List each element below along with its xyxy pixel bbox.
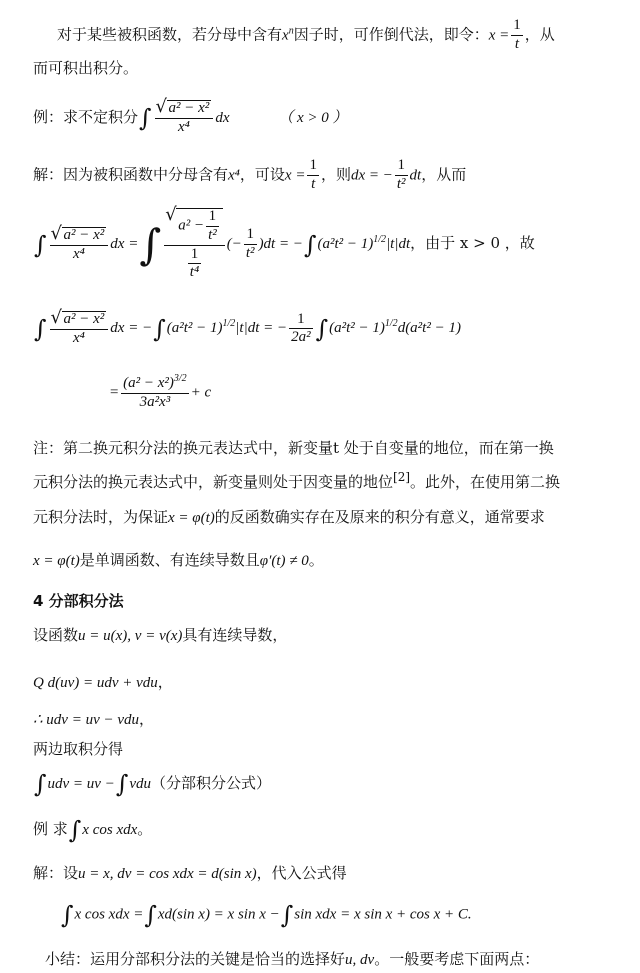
fraction — [188, 247, 201, 282]
note-line1 — [33, 441, 554, 456]
fraction — [155, 100, 214, 136]
example-1 — [33, 100, 348, 136]
math: d(a²t² − 1) — [397, 320, 461, 337]
sqrt: √ a² − x² — [62, 227, 107, 244]
text: 元积分法的换元表达式中，新变量则处于因变量的地位 — [33, 473, 394, 491]
math: x cos xdx — [82, 822, 138, 838]
num: 1 — [307, 158, 319, 176]
exponent: 3/2 — [173, 373, 187, 384]
math: dx = − — [350, 167, 393, 184]
equation-4 — [60, 903, 472, 927]
den: x⁴ — [72, 245, 85, 262]
math: dx = — [110, 235, 139, 252]
text: 的反函数确实存在及原来的积分有意义，通常要求 — [214, 508, 545, 526]
note-line2 — [33, 470, 561, 491]
solution-1 — [33, 158, 466, 193]
text: ， — [139, 710, 155, 728]
text: 是单调函数、有连续导数且 — [79, 551, 260, 569]
text: 。 — [308, 551, 324, 569]
math: (a²t² − 1) — [329, 320, 385, 337]
math: |t|dt — [386, 235, 411, 252]
equation-3 — [109, 373, 212, 411]
math-n: n — [288, 25, 294, 37]
text: ，从 — [524, 25, 555, 44]
text: 两边取积分得 — [33, 740, 124, 758]
integral-sign: ∫ — [153, 314, 166, 343]
math: xd(sin x) = x sin x − — [157, 906, 280, 923]
num: 1 — [511, 18, 523, 36]
math: = — [109, 384, 120, 401]
math: ∴ udv = uv − vdu — [33, 712, 140, 728]
parts-line3 — [33, 712, 154, 728]
math: (a²t² − 1) — [166, 320, 223, 337]
math: sin xdx = x sin x + cos x + C. — [294, 906, 472, 923]
parts-formula — [33, 772, 271, 796]
den: t — [514, 35, 520, 52]
num: 1 — [244, 227, 257, 245]
math: |t|dt = − — [235, 320, 288, 337]
integral-sign: ∫ — [315, 314, 329, 343]
text: 设函数 — [33, 626, 79, 644]
fraction — [50, 311, 109, 347]
sqrt: √ a² − x² — [167, 100, 212, 117]
fraction — [289, 312, 313, 347]
math: (a² − x²) — [123, 375, 174, 391]
text: （分部积分公式） — [151, 774, 272, 792]
note-line3 — [33, 510, 545, 526]
den: 2a² — [291, 329, 311, 346]
parts-line4 — [33, 742, 123, 757]
text: 因子时，可作倒代法，即令： — [293, 25, 489, 44]
den: 3a²x³ — [139, 393, 171, 410]
math: x = φ(t) — [168, 510, 215, 526]
fraction — [511, 18, 523, 53]
condition: （ x > 0 ） — [278, 109, 348, 126]
exponent: 1/2 — [373, 233, 387, 245]
num: 1 — [289, 312, 313, 330]
text: 例：求不定积分 — [33, 107, 139, 126]
den: x⁴ — [72, 329, 85, 346]
math: u = x, dv = cos xdx = d(sin x) — [78, 866, 257, 882]
text: 。此外，在使用第二换 — [410, 473, 561, 491]
math: udv = uv − — [47, 776, 115, 792]
math: dt — [409, 167, 422, 184]
fraction — [395, 158, 408, 193]
text: ，则 — [320, 165, 351, 184]
parts-line2 — [33, 675, 173, 691]
summary — [45, 952, 539, 968]
text: ，由于 x > 0 ，故 — [410, 233, 535, 252]
integral-sign: ∫ — [61, 901, 74, 929]
math: (a²t² − 1) — [317, 235, 374, 252]
text: 注：第二换元积分法的换元表达式中，新变量t 处于自变量的地位，而在第一换 — [33, 439, 554, 457]
fraction — [307, 158, 319, 193]
num: 1 — [188, 247, 201, 265]
integral-sign: ∫ — [280, 901, 294, 929]
fraction — [244, 227, 257, 262]
math: u, dv — [345, 952, 375, 968]
text: 对于某些被积函数，若分母中含有 — [57, 25, 283, 44]
fraction — [50, 227, 109, 263]
equation-1 — [33, 208, 535, 281]
text: ， — [157, 673, 173, 691]
integral-sign: ∫ — [303, 230, 317, 259]
para-inverse-substitution-line2 — [33, 61, 138, 76]
sqrt — [176, 208, 223, 244]
exponent: 1/2 — [222, 318, 236, 330]
den — [164, 246, 225, 282]
integral-sign: ∫ — [139, 219, 162, 269]
math: a² − — [178, 217, 205, 234]
num: 1 — [206, 209, 219, 227]
math: φ′(t) ≠ 0 — [259, 553, 309, 569]
text: 解：设 — [33, 864, 79, 882]
math: x⁴ — [228, 167, 240, 184]
num — [50, 227, 109, 246]
math: dx — [215, 109, 230, 126]
num — [121, 373, 189, 394]
integral-sign: ∫ — [139, 103, 152, 132]
fraction — [206, 209, 219, 244]
example-2 — [33, 818, 152, 842]
text: 解：因为被积函数中分母含有 — [33, 165, 229, 184]
math: x = — [488, 27, 510, 44]
parts-line1 — [33, 628, 287, 644]
integral-sign: ∫ — [34, 770, 47, 798]
math-x: x — [282, 27, 289, 44]
math: x = — [284, 167, 306, 184]
fraction — [164, 208, 225, 281]
math: u = u(x), v = v(x) — [78, 628, 183, 644]
math: + c — [190, 384, 212, 401]
exponent: 1/2 — [384, 318, 398, 330]
text: 元积分法时，为保证 — [33, 508, 169, 526]
text: 。 — [137, 820, 153, 838]
para-inverse-substitution-line1 — [57, 18, 555, 53]
text: 例 求 — [33, 820, 68, 838]
math: )dt = − — [258, 235, 303, 252]
math: Q d(uv) = udv + vdu — [33, 675, 158, 691]
math: (− — [226, 235, 242, 252]
num — [155, 100, 214, 119]
reference: [2] — [393, 470, 411, 484]
math: x = φ(t) — [33, 553, 80, 569]
den: t² — [245, 245, 255, 261]
math: vdu — [129, 776, 152, 792]
note-line4 — [33, 553, 324, 569]
num — [50, 311, 109, 330]
text: ，代入公式得 — [256, 864, 347, 882]
integral-sign: ∫ — [68, 816, 82, 844]
den: t² — [208, 226, 217, 243]
integral-sign: ∫ — [34, 230, 47, 259]
text: ，可设 — [239, 165, 285, 184]
fraction — [121, 373, 189, 411]
den: t⁴ — [189, 264, 200, 281]
section-title: 4 分部积分法 — [33, 592, 124, 610]
text: ，从而 — [421, 165, 467, 184]
sqrt: √ a² − x² — [62, 311, 107, 328]
text: 具有连续导数， — [182, 626, 288, 644]
text: 。一般要考虑下面两点： — [374, 950, 540, 968]
integral-sign: ∫ — [115, 770, 129, 798]
solution-2 — [33, 866, 347, 882]
num: 1 — [395, 158, 408, 176]
integral-sign: ∫ — [144, 901, 157, 929]
num — [164, 208, 225, 246]
equation-2 — [33, 311, 461, 347]
den: x⁴ — [177, 118, 190, 135]
math: dx = − — [110, 320, 153, 337]
den: t² — [396, 175, 406, 192]
math: x cos xdx = — [74, 906, 144, 923]
den: t — [311, 175, 316, 192]
text: 小结：运用分部积分法的关键是恰当的选择好 — [45, 950, 346, 968]
text: 而可积出积分。 — [33, 59, 139, 77]
integral-sign: ∫ — [34, 314, 47, 343]
